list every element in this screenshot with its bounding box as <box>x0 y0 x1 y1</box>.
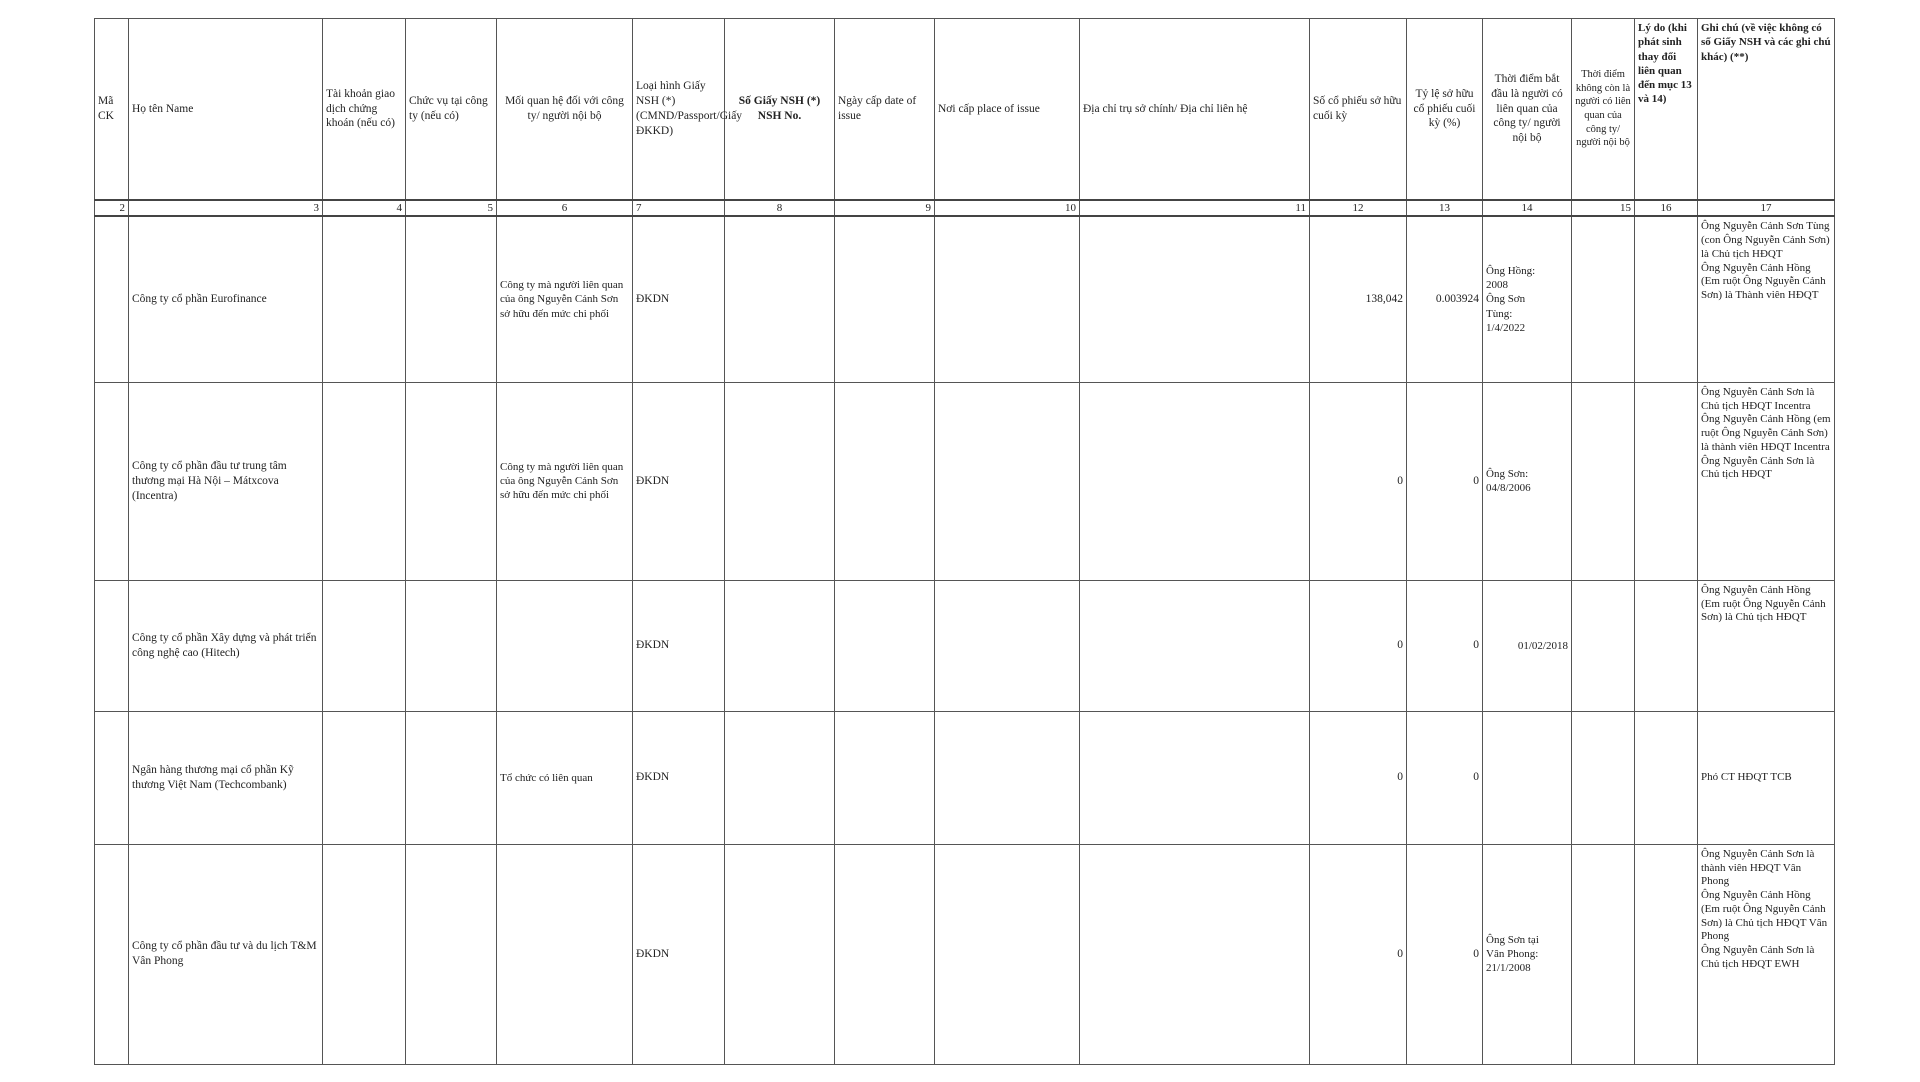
header-loai-hinh: Loại hình Giấy NSH (*) (CMND/Passport/Giấy ĐKKD) <box>633 19 725 201</box>
cell-ngay-cap <box>835 382 935 580</box>
cell-ho-ten: Công ty cổ phần đầu tư trung tâm thương mại Hà Nội – Mátxcova (Incentra) <box>129 382 323 580</box>
header-ma-ck: Mã CK <box>95 19 129 201</box>
cell-dia-chi <box>1080 711 1310 844</box>
cell-ly-do <box>1635 844 1698 1064</box>
col-number: 15 <box>1572 200 1635 216</box>
header-ghi-chu: Ghi chú (về việc không có số Giấy NSH và các ghi chú khác) (**) <box>1698 19 1835 201</box>
cell-so-co-phieu: 0 <box>1310 580 1407 711</box>
cell-tai-khoan <box>323 216 406 382</box>
cell-ho-ten: Công ty cổ phần Xây dựng và phát triển công nghệ cao (Hitech) <box>129 580 323 711</box>
col-number: 17 <box>1698 200 1835 216</box>
cell-chuc-vu <box>406 580 497 711</box>
cell-so-giay <box>725 711 835 844</box>
table-row <box>95 216 1835 382</box>
cell-dia-chi <box>1080 844 1310 1064</box>
cell-chuc-vu <box>406 216 497 382</box>
cell-noi-cap <box>935 382 1080 580</box>
cell-noi-cap <box>935 216 1080 382</box>
col-number: 4 <box>323 200 406 216</box>
cell-noi-cap <box>935 580 1080 711</box>
header-tai-khoan: Tài khoản giao dịch chứng khoán (nếu có) <box>323 19 406 201</box>
cell-ty-le: 0 <box>1407 382 1483 580</box>
cell-ly-do <box>1635 580 1698 711</box>
col-number: 13 <box>1407 200 1483 216</box>
cell-ho-ten: Công ty cổ phần Eurofinance <box>129 216 323 382</box>
cell-ma-ck <box>95 844 129 1064</box>
cell-moi-quan-he <box>497 580 633 711</box>
cell-ma-ck <box>95 580 129 711</box>
cell-moi-quan-he: Tổ chức có liên quan <box>497 711 633 844</box>
cell-thoi-diem-khong-con <box>1572 382 1635 580</box>
cell-so-co-phieu: 0 <box>1310 711 1407 844</box>
col-number: 5 <box>406 200 497 216</box>
cell-ma-ck <box>95 711 129 844</box>
col-number: 12 <box>1310 200 1407 216</box>
cell-moi-quan-he: Công ty mà người liên quan của ông Nguyễn Cảnh Sơn sở hữu đến mức chi phối <box>497 216 633 382</box>
cell-tai-khoan <box>323 844 406 1064</box>
cell-ghi-chu: Ông Nguyễn Cảnh Sơn là Chủ tịch HĐQT Incentra Ông Nguyễn Cảnh Hồng (em ruột Ông Nguyễn Cảnh Sơn) là thành viên HĐQT Incentra Ông Nguyễn Cảnh Sơn là Chủ tịch HĐQT <box>1698 382 1835 580</box>
table-row <box>95 580 1835 711</box>
cell-ngay-cap <box>835 711 935 844</box>
cell-ly-do <box>1635 382 1698 580</box>
cell-so-co-phieu: 138,042 <box>1310 216 1407 382</box>
cell-ty-le: 0 <box>1407 844 1483 1064</box>
cell-loai-hinh: ĐKDN <box>633 382 725 580</box>
cell-thoi-diem-bat-dau: Ông Sơn tại Vân Phong: 21/1/2008 <box>1483 844 1572 1064</box>
cell-chuc-vu <box>406 382 497 580</box>
cell-ngay-cap <box>835 216 935 382</box>
cell-thoi-diem-khong-con <box>1572 580 1635 711</box>
table-row <box>95 844 1835 1064</box>
header-ho-ten: Họ tên Name <box>129 19 323 201</box>
col-number: 6 <box>497 200 633 216</box>
cell-tai-khoan <box>323 711 406 844</box>
header-dia-chi: Địa chỉ trụ sở chính/ Địa chỉ liên hệ <box>1080 19 1310 201</box>
cell-so-giay <box>725 382 835 580</box>
cell-ghi-chu: Phó CT HĐQT TCB <box>1698 711 1835 844</box>
cell-tai-khoan <box>323 580 406 711</box>
header-chuc-vu: Chức vụ tại công ty (nếu có) <box>406 19 497 201</box>
table-row <box>95 711 1835 844</box>
cell-so-giay <box>725 844 835 1064</box>
cell-thoi-diem-khong-con <box>1572 711 1635 844</box>
col-number: 16 <box>1635 200 1698 216</box>
header-ngay-cap: Ngày cấp date of issue <box>835 19 935 201</box>
cell-ty-le: 0 <box>1407 580 1483 711</box>
cell-ho-ten: Công ty cổ phần đầu tư và du lịch T&M Vân Phong <box>129 844 323 1064</box>
header-so-giay: Số Giấy NSH (*) NSH No. <box>725 19 835 201</box>
cell-noi-cap <box>935 844 1080 1064</box>
cell-ho-ten: Ngân hàng thương mại cổ phần Kỹ thương Việt Nam (Techcombank) <box>129 711 323 844</box>
header-ly-do: Lý do (khi phát sinh thay đổi liên quan đến mục 13 và 14) <box>1635 19 1698 201</box>
cell-thoi-diem-bat-dau <box>1483 711 1572 844</box>
cell-dia-chi <box>1080 580 1310 711</box>
cell-ma-ck <box>95 216 129 382</box>
cell-thoi-diem-bat-dau: 01/02/2018 <box>1483 580 1572 711</box>
col-number: 2 <box>95 200 129 216</box>
cell-ma-ck <box>95 382 129 580</box>
related-parties-table <box>94 18 1835 1065</box>
header-moi-quan-he: Mối quan hệ đối với công ty/ người nội bộ <box>497 19 633 201</box>
col-number: 9 <box>835 200 935 216</box>
cell-chuc-vu <box>406 711 497 844</box>
cell-ty-le: 0.003924 <box>1407 216 1483 382</box>
col-number: 14 <box>1483 200 1572 216</box>
cell-ly-do <box>1635 711 1698 844</box>
cell-thoi-diem-bat-dau: Ông Hồng: 2008 Ông Sơn Tùng: 1/4/2022 <box>1483 216 1572 382</box>
cell-thoi-diem-khong-con <box>1572 216 1635 382</box>
cell-loai-hinh: ĐKDN <box>633 711 725 844</box>
cell-ngay-cap <box>835 844 935 1064</box>
cell-moi-quan-he: Công ty mà người liên quan của ông Nguyễn Cảnh Sơn sở hữu đến mức chi phối <box>497 382 633 580</box>
col-number: 8 <box>725 200 835 216</box>
cell-dia-chi <box>1080 382 1310 580</box>
cell-loai-hinh: ĐKDN <box>633 216 725 382</box>
cell-tai-khoan <box>323 382 406 580</box>
column-number-row <box>95 200 1835 216</box>
cell-thoi-diem-bat-dau: Ông Sơn: 04/8/2006 <box>1483 382 1572 580</box>
header-noi-cap: Nơi cấp place of issue <box>935 19 1080 201</box>
cell-so-co-phieu: 0 <box>1310 844 1407 1064</box>
cell-dia-chi <box>1080 216 1310 382</box>
col-number: 11 <box>1080 200 1310 216</box>
cell-ty-le: 0 <box>1407 711 1483 844</box>
header-row <box>95 19 1835 201</box>
cell-loai-hinh: ĐKDN <box>633 580 725 711</box>
cell-ghi-chu: Ông Nguyễn Cảnh Sơn Tùng (con Ông Nguyễn Cảnh Sơn) là Chủ tịch HĐQT Ông Nguyễn Cảnh Hồng (Em ruột Ông Nguyễn Cảnh Sơn) là Thành viên HĐQT <box>1698 216 1835 382</box>
cell-so-giay <box>725 580 835 711</box>
col-number: 3 <box>129 200 323 216</box>
cell-ghi-chu: Ông Nguyễn Cảnh Sơn là thành viên HĐQT Vân Phong Ông Nguyễn Cảnh Hồng (Em ruột Ông Nguyễn Cảnh Sơn) là Chủ tịch HĐQT Vân Phong Ông Nguyễn Cảnh Sơn là Chủ tịch HĐQT EWH <box>1698 844 1835 1064</box>
cell-moi-quan-he <box>497 844 633 1064</box>
header-so-co-phieu: Số cổ phiếu sở hữu cuối kỳ <box>1310 19 1407 201</box>
cell-so-co-phieu: 0 <box>1310 382 1407 580</box>
cell-ly-do <box>1635 216 1698 382</box>
header-thoi-diem-khong-con: Thời điểm không còn là người có liên quan của công ty/ người nội bộ <box>1572 19 1635 201</box>
cell-ghi-chu: Ông Nguyễn Cảnh Hồng (Em ruột Ông Nguyễn Cảnh Sơn) là Chủ tịch HĐQT <box>1698 580 1835 711</box>
cell-ngay-cap <box>835 580 935 711</box>
col-number: 7 <box>633 200 725 216</box>
col-number: 10 <box>935 200 1080 216</box>
cell-so-giay <box>725 216 835 382</box>
cell-noi-cap <box>935 711 1080 844</box>
table-row <box>95 382 1835 580</box>
header-thoi-diem-bat-dau: Thời điểm bắt đầu là người có liên quan của công ty/ người nội bộ <box>1483 19 1572 201</box>
cell-loai-hinh: ĐKDN <box>633 844 725 1064</box>
cell-thoi-diem-khong-con <box>1572 844 1635 1064</box>
header-ty-le: Tỷ lệ sở hữu cổ phiếu cuối kỳ (%) <box>1407 19 1483 201</box>
cell-chuc-vu <box>406 844 497 1064</box>
